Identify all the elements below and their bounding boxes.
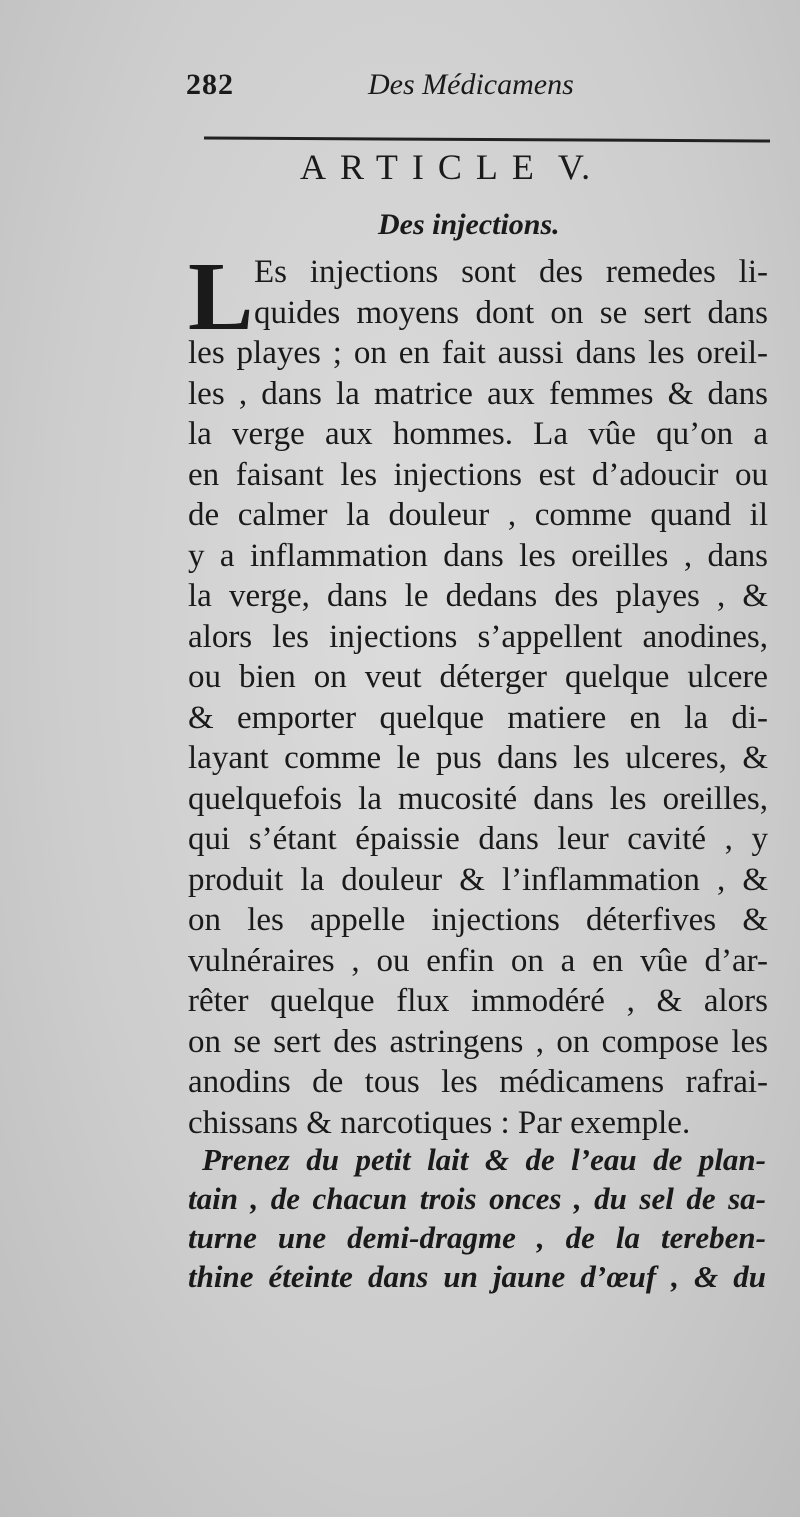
running-title: Des Médicamens bbox=[368, 68, 574, 101]
page-number: 282 bbox=[186, 68, 234, 101]
body-line: qui s’étant épaissie dans leur cavité , y bbox=[188, 821, 768, 857]
body-line: quelquefois la mucosité dans les oreilles, bbox=[188, 780, 768, 817]
body-line: la verge, dans le dedans des playes , & bbox=[188, 578, 768, 614]
body-line: rêter quelque flux immodéré , & alors bbox=[188, 983, 768, 1019]
body-line: ou bien on veut déterger quelque ulcere bbox=[188, 659, 768, 695]
section-subtitle: Des injections. bbox=[378, 208, 560, 241]
body-line: la verge aux hommes. La vûe qu’on a bbox=[188, 416, 768, 452]
body-line: en faisant les injections est d’adoucir ou bbox=[188, 456, 768, 493]
recipe-line: thine éteinte dans un jaune d’œuf , & du bbox=[188, 1259, 766, 1294]
body-line: quides moyens dont on se sert dans bbox=[254, 294, 768, 331]
article-numeral: V. bbox=[557, 147, 593, 187]
body-text bbox=[188, 243, 768, 1143]
article-title-word: ARTICLE bbox=[300, 147, 548, 187]
body-line: les , dans la matrice aux femmes & dans bbox=[188, 375, 768, 412]
body-line: anodins de tous les médicamens rafrai- bbox=[188, 1064, 768, 1100]
body-line: vulnéraires , ou enfin on a en vûe d’ar- bbox=[188, 942, 768, 979]
body-line: produit la douleur & l’inflammation , & bbox=[188, 861, 768, 898]
body-line: on les appelle injections déterfives & bbox=[188, 902, 768, 938]
body-line: & emporter quelque matiere en la di- bbox=[188, 699, 768, 736]
header-rule bbox=[204, 137, 770, 143]
body-line: on se sert des astringens , on compose les bbox=[188, 1023, 768, 1060]
body-line: alors les injections s’appellent anodines, bbox=[188, 618, 768, 655]
body-line: layant comme le pus dans les ulceres, & bbox=[188, 740, 768, 776]
article-heading bbox=[300, 146, 592, 188]
running-head bbox=[186, 68, 766, 108]
drop-cap: L bbox=[188, 243, 254, 351]
recipe-line: Prenez du petit lait & de l’eau de plan- bbox=[202, 1142, 766, 1177]
body-line: chissans & narcotiques : Par exemple. bbox=[188, 1104, 691, 1141]
body-line: Es injections sont des remedes li- bbox=[254, 254, 768, 290]
recipe-text bbox=[188, 1140, 766, 1296]
body-line: y a inflammation dans les oreilles , dans bbox=[188, 537, 768, 574]
body-line: de calmer la douleur , comme quand il bbox=[188, 497, 768, 533]
recipe-line: turne une demi-dragme , de la tereben- bbox=[188, 1220, 766, 1255]
recipe-line: tain , de chacun trois onces , du sel de sa- bbox=[188, 1181, 766, 1216]
body-line: les playes ; on en fait aussi dans les oreil- bbox=[188, 335, 768, 371]
